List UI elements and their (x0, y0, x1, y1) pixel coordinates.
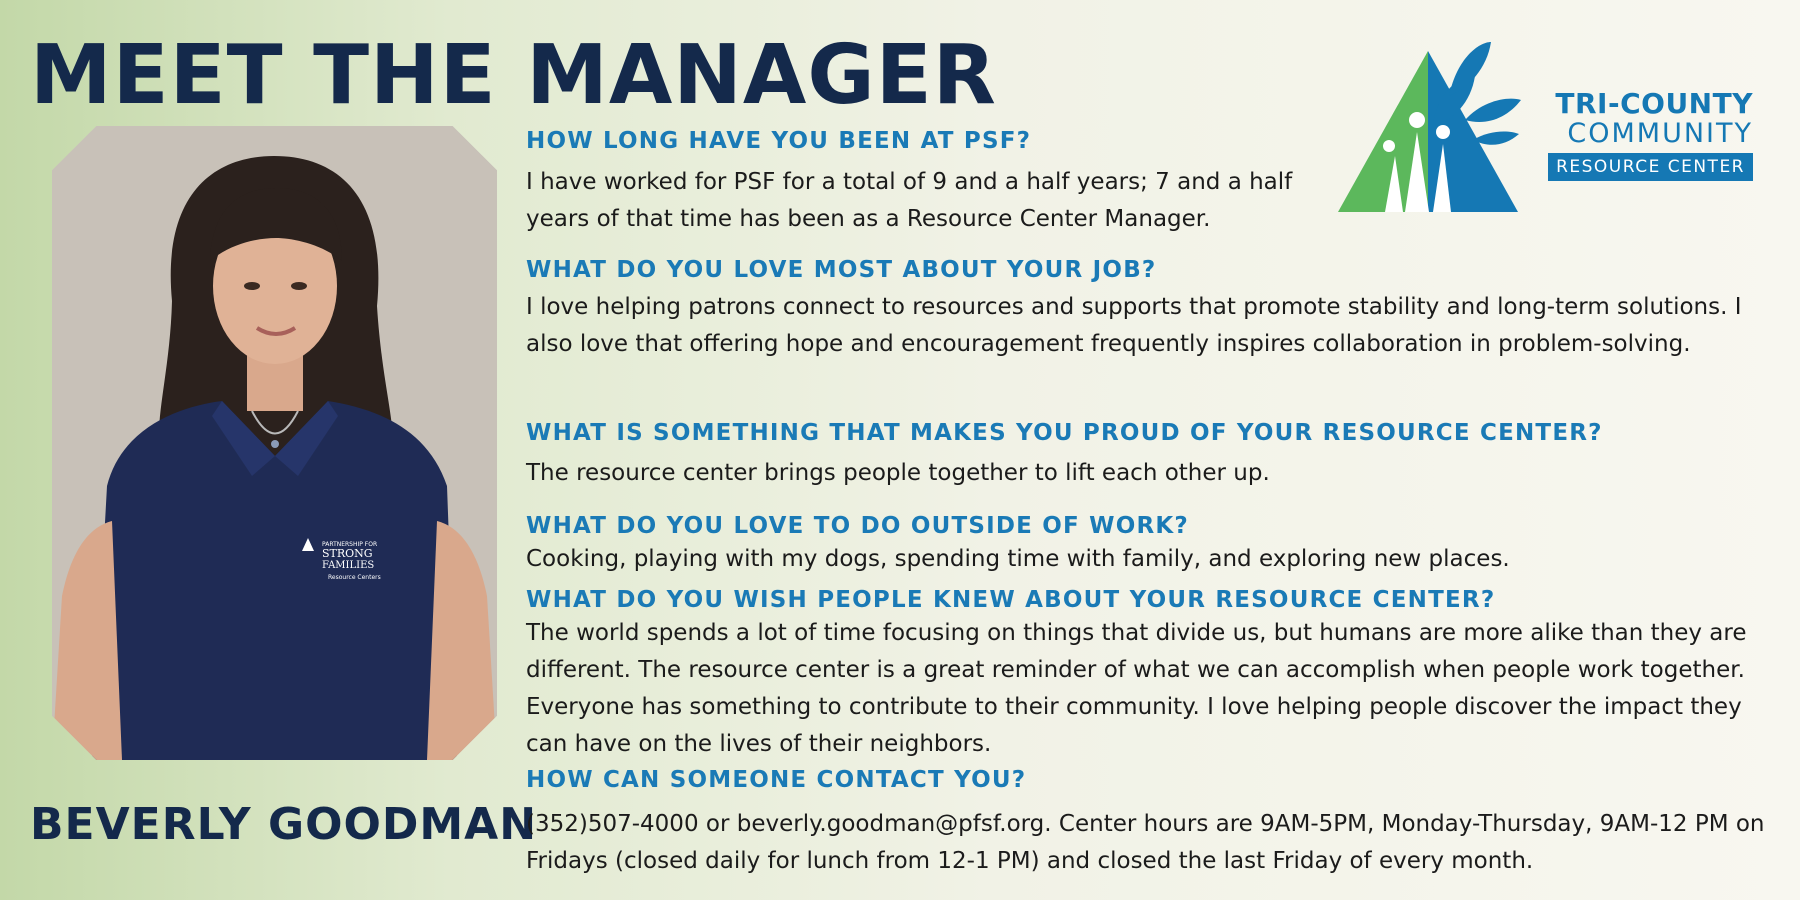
answer-1: I have worked for PSF for a total of 9 and a half years; 7 and a half years of that time has been as a Resource Center Manager. (526, 169, 1293, 232)
manager-photo (52, 126, 497, 760)
logo-line-1: TRI-COUNTY (1555, 87, 1753, 120)
answer-5: The world spends a lot of time focusing on things that divide us, but humans are more alike than they are different. The resource center is a great reminder of what we can accomplish when people work together. Everyone has something to contribute to their community. I love helping people discover the impact they can have on the lives of their neighbors. (526, 620, 1747, 757)
question-1: HOW LONG HAVE YOU BEEN AT PSF? (526, 128, 1032, 154)
question-2: WHAT DO YOU LOVE MOST ABOUT YOUR JOB? (526, 257, 1157, 283)
answer-2: I love helping patrons connect to resources and supports that promote stability and long-term solutions. I also love that offering hope and encouragement frequently inspires collaboration in problem-solving. (526, 294, 1742, 357)
shirt-logo-line1: PARTNERSHIP FOR (322, 541, 378, 548)
logo-triangle-icon (1333, 36, 1523, 216)
logo-line-3: RESOURCE CENTER (1548, 153, 1753, 181)
question-4: WHAT DO YOU LOVE TO DO OUTSIDE OF WORK? (526, 513, 1189, 539)
answer-4: Cooking, playing with my dogs, spending time with family, and exploring new places. (526, 546, 1510, 572)
shirt-logo-line4: Resource Centers (328, 574, 381, 581)
question-6: HOW CAN SOMEONE CONTACT YOU? (526, 767, 1027, 793)
question-5: WHAT DO YOU WISH PEOPLE KNEW ABOUT YOUR RESOURCE CENTER? (526, 587, 1496, 613)
shirt-logo-line2: STRONG (322, 547, 373, 560)
page-title: MEET THE MANAGER (30, 28, 997, 123)
answer-6: (352)507-4000 or beverly.goodman@pfsf.org. Center hours are 9AM-5PM, Monday-Thursday, 9AM-12 PM on Fridays (closed daily for lunch from 12-1 PM) and closed the last Friday of every month. (526, 811, 1765, 874)
shirt-logo-line3: FAMILIES (322, 560, 375, 571)
logo-line-2: COMMUNITY (1567, 118, 1753, 149)
question-3: WHAT IS SOMETHING THAT MAKES YOU PROUD OF YOUR RESOURCE CENTER? (526, 420, 1603, 446)
answer-3: The resource center brings people together to lift each other up. (526, 460, 1270, 486)
manager-name: BEVERLY GOODMAN (30, 799, 538, 850)
tri-county-logo (1333, 36, 1763, 216)
